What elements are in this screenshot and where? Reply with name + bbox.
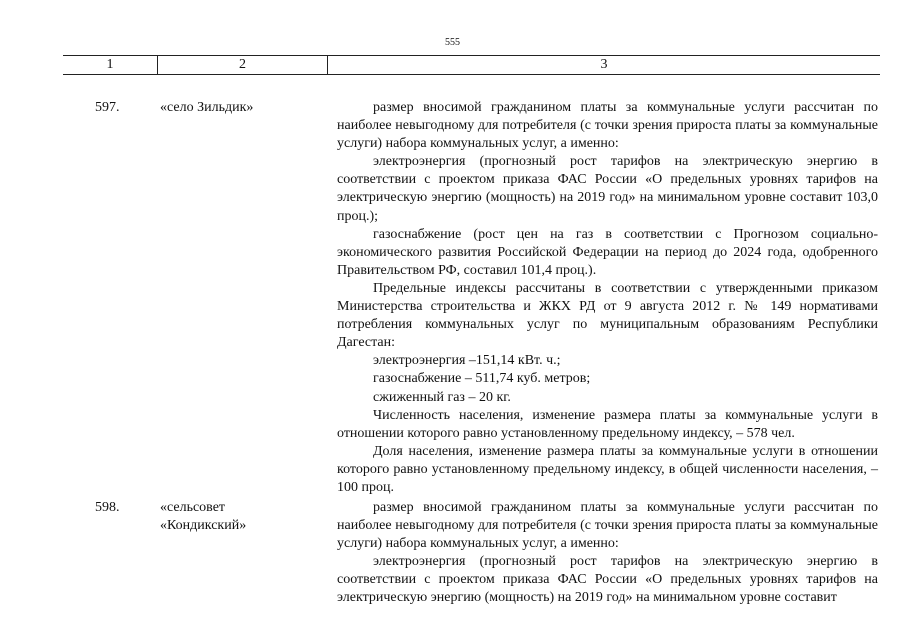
paragraph: Предельные индексы рассчитаны в соответствии с утвержденными приказом Министерства строительства и ЖКХ РД от 9 августа 2012 г. № 149 нормативами потребления коммунальных услуг по муниципальным образованиям Республики Дагестан: [337, 280, 878, 351]
paragraph: электроэнергия (прогнозный рост тарифов на электрическую энергию в соответствии с проектом приказа ФАС России «О предельных уровнях тарифов на электрическую энергию (мощность) на 2019 год» на минимальном уровне составит [337, 554, 878, 606]
page-number: 555 [445, 37, 460, 48]
paragraph: электроэнергия (прогнозный рост тарифов на электрическую энергию в соответствии с проектом приказа ФАС России «О предельных уровнях тарифов на электрическую энергию (мощность) на 2019 год» на минимальном уровне составит 103,0 проц.); [337, 154, 878, 224]
entry-name: «сельсовет «Кондикский» [160, 500, 247, 534]
list-line: сжиженный газ – 20 кг. [373, 389, 511, 405]
paragraph: Численность населения, изменение размера платы за коммунальные услуги в отношении которого равно установленному предельному индексу, – 578 чел. [337, 407, 878, 441]
column-header-1: 1 [63, 56, 158, 74]
column-header-2: 2 [158, 56, 328, 74]
paragraph: Доля населения, изменение размера платы за коммунальные услуги в отношении которого равно установленному предельному индексу, в общей численности населения, – 100 проц. [337, 443, 878, 495]
paragraph: размер вносимой гражданином платы за коммунальные услуги рассчитан по наиболее невыгодному для потребителя (с точки зрения прироста платы за коммунальные услуги) набора коммунальных услуг, а именно: [337, 100, 878, 152]
entry-number: 597. [95, 100, 120, 115]
column-header-3: 3 [600, 57, 608, 72]
paragraph: газоснабжение (рост цен на газ в соответствии с Прогнозом социально-экономического развития Российской Федерации на период до 2024 года, одобренного Правительством РФ, составил 101,4 проц.). [337, 226, 878, 278]
list-line: электроэнергия –151,14 кВт. ч.; [373, 353, 561, 369]
list-line: газоснабжение – 511,74 куб. метров; [373, 371, 591, 387]
entry-body [337, 99, 878, 497]
entry-name: «село Зильдик» [160, 100, 254, 115]
column-header-row [63, 55, 880, 75]
entry-number: 598. [95, 500, 120, 515]
entry-body [337, 499, 878, 608]
paragraph: размер вносимой гражданином платы за коммунальные услуги рассчитан по наиболее невыгодному для потребителя (с точки зрения прироста платы за коммунальные услуги) набора коммунальных услуг, а именно: [337, 500, 878, 552]
